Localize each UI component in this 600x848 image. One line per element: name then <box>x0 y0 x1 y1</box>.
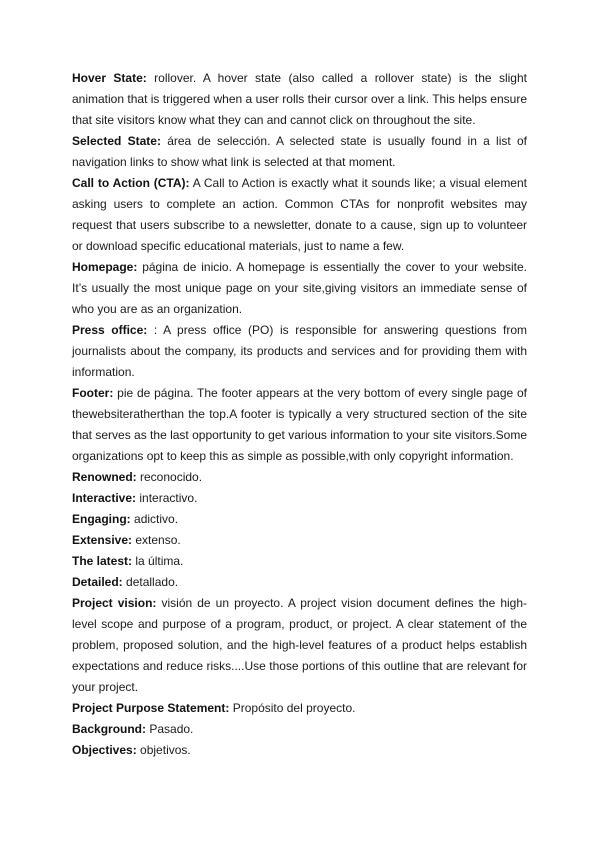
glossary-entry-press-office <box>72 320 527 383</box>
definition-call-to-action: A Call to Action is exactly what it sounds like; a visual element asking users to complete an action. Common CTAs for nonprofit websites may request that users subscribe to a newsletter, donate to a cause, sign up to volunteer or download specific educational materials, just to name a few. <box>72 176 527 253</box>
term-background: Background: <box>72 722 147 736</box>
definition-footer: pie de página. The footer appears at the very bottom of every single page of thewebsiteratherthan the top.A footer is typically a very structured section of the site that serves as the last opportunity to get various information to your site visitors.Some organizations opt to keep this as simple as possible,with only copyright information. <box>72 386 528 463</box>
term-selected-state: Selected State: <box>72 134 161 148</box>
glossary-entry-interactive <box>72 488 527 509</box>
glossary-entry-renowned <box>72 467 527 488</box>
term-objectives: Objectives: <box>72 743 137 757</box>
glossary-entry-background <box>72 719 527 740</box>
term-project-vision: Project vision: <box>72 596 157 610</box>
term-the-latest: The latest: <box>72 554 133 568</box>
definition-homepage: página de inicio. A homepage is essentially the cover to your website. It’s usually the most unique page on your site,giving visitors an immediate sense of who you are as an organization. <box>72 260 527 316</box>
term-engaging: Engaging: <box>72 512 131 526</box>
glossary-entry-footer <box>72 383 527 467</box>
definition-hover-state: rollover. A hover state (also called a rollover state) is the slight animation that is triggered when a user rolls their cursor over a link. This helps ensure that site visitors know what they can and cannot click on throughout the site. <box>72 71 527 127</box>
definition-objectives: objetivos. <box>140 743 191 757</box>
term-press-office: Press office: <box>72 323 148 337</box>
glossary-entry-extensive <box>72 530 527 551</box>
definition-project-purpose-statement: Propósito del proyecto. <box>232 701 356 715</box>
term-extensive: Extensive: <box>72 533 133 547</box>
glossary-entry-engaging <box>72 509 527 530</box>
definition-project-vision: visión de un proyecto. A project vision document defines the high-level scope and purpose of a program, product, or project. A clear statement of the problem, proposed solution, and the high-level features of a product helps establish expectations and reduce risks....Use those portions of this outline that are relevant for your project. <box>72 596 528 694</box>
definition-renowned: reconocido. <box>140 470 203 484</box>
glossary-entry-hover-state <box>72 68 527 131</box>
definition-extensive: extenso. <box>135 533 181 547</box>
definition-the-latest: la última. <box>135 554 184 568</box>
glossary-entry-the-latest <box>72 551 527 572</box>
term-call-to-action: Call to Action (CTA): <box>72 176 190 190</box>
term-project-purpose-statement: Project Purpose Statement: <box>72 701 230 715</box>
definition-press-office: : A press office (PO) is responsible for answering questions from journalists about the company, its products and services and for providing them with information. <box>72 323 527 379</box>
glossary-entry-project-vision <box>72 593 527 698</box>
definition-interactive: interactivo. <box>139 491 198 505</box>
document-page <box>72 68 527 761</box>
glossary-entry-call-to-action <box>72 173 527 257</box>
glossary-entry-homepage <box>72 257 527 320</box>
definition-selected-state: área de selección. A selected state is usually found in a list of navigation links to show what link is selected at that moment. <box>72 134 527 169</box>
definition-background: Pasado. <box>149 722 194 736</box>
term-hover-state: Hover State: <box>72 71 147 85</box>
glossary-entry-objectives <box>72 740 527 761</box>
definition-engaging: adictivo. <box>134 512 179 526</box>
term-footer: Footer: <box>72 386 114 400</box>
term-homepage: Homepage: <box>72 260 138 274</box>
glossary-entry-detailed <box>72 572 527 593</box>
term-renowned: Renowned: <box>72 470 137 484</box>
glossary-entry-project-purpose-statement <box>72 698 527 719</box>
glossary-entry-selected-state <box>72 131 527 173</box>
term-detailed: Detailed: <box>72 575 123 589</box>
term-interactive: Interactive: <box>72 491 137 505</box>
definition-detailed: detallado. <box>126 575 179 589</box>
